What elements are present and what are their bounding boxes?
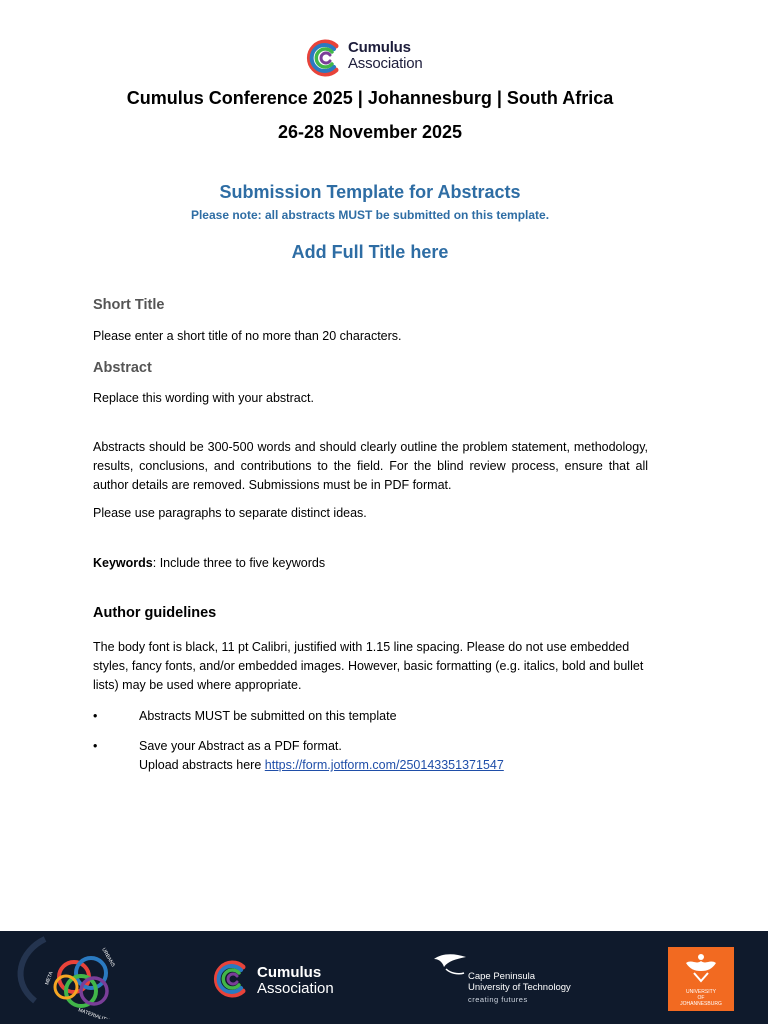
meta-urbans-logo: [44, 941, 124, 1019]
uj-line2: OF: [697, 995, 705, 1001]
keywords-label: Keywords: [93, 556, 153, 570]
abstract-paragraph-note: Please use paragraphs to separate distinct ideas.: [93, 506, 367, 520]
cput-tagline: creating futures: [468, 995, 528, 1004]
footer-cumulus-line2: Association: [257, 980, 334, 997]
upload-prefix: Upload abstracts here: [139, 758, 265, 772]
meta-urbans-rings-icon: [44, 941, 124, 1019]
urbans-word: URBANS: [100, 947, 116, 969]
template-heading: Submission Template for Abstracts: [219, 182, 521, 202]
guidelines-body: The body font is black, 11 pt Calibri, justified with 1.15 line spacing. Please do not use embedded styles, fancy fonts, and/or embedded images. However, basic formatting (e.g. italics, bold and bullet lists) may be used where appropriate.: [93, 640, 644, 692]
uj-line1: UNIVERSITY: [685, 989, 716, 995]
cput-name: [468, 971, 571, 993]
uj-line3: JOHANNESBURG: [680, 1001, 722, 1007]
cumulus-c-icon: [211, 959, 251, 999]
keywords-text: Include three to five keywords: [159, 556, 326, 570]
footer-cumulus-logo: [211, 959, 351, 1001]
cumulus-logo-text: [348, 40, 423, 72]
uj-name: [668, 989, 734, 1007]
abstract-heading: Abstract: [93, 360, 152, 376]
uj-logo: [668, 947, 734, 1011]
keywords-separator: :: [152, 556, 160, 570]
conference-dates: 26-28 November 2025: [277, 122, 463, 142]
short-title-heading: Short Title: [93, 297, 165, 313]
logo-line2: Association: [348, 55, 423, 72]
materiality-word: MATERIALITY: [77, 1007, 110, 1019]
abstract-placeholder[interactable]: Replace this wording with your abstract.: [93, 391, 314, 405]
abstract-requirements: Abstracts should be 300-500 words and should clearly outline the problem statement, methodology, results, conclusions, and contributions to the field. For the blind review process, ensure that all author details are removed. Submissions must be in PDF format.: [93, 440, 648, 492]
cput-logo: [432, 951, 582, 1007]
footer-cumulus-text: [257, 965, 334, 997]
upload-link[interactable]: https://form.jotform.com/250143351371547: [264, 758, 504, 772]
cput-line2: University of Technology: [468, 982, 571, 993]
bullet-dot: •: [93, 739, 98, 753]
short-title-instruction[interactable]: Please enter a short title of no more than 20 characters.: [93, 329, 402, 343]
bullet-dot: •: [93, 709, 98, 723]
cumulus-logo: [304, 36, 438, 78]
bullet-text: Save your Abstract as a PDF format.: [139, 739, 342, 753]
template-note: Please note: all abstracts MUST be submitted on this template.: [190, 208, 550, 222]
footer-banner: [0, 931, 768, 1024]
cput-line1: Cape Peninsula: [468, 971, 536, 982]
full-title-placeholder[interactable]: Add Full Title here: [291, 242, 449, 262]
uj-crest-icon: [668, 949, 734, 989]
cput-bird-icon: [432, 951, 468, 981]
logo-line1: Cumulus: [348, 39, 411, 56]
meta-word: META: [44, 970, 55, 986]
bullet-text: Abstracts MUST be submitted on this template: [139, 709, 397, 723]
conference-title: Cumulus Conference 2025 | Johannesburg | South Africa: [126, 88, 614, 108]
cumulus-c-icon: [304, 38, 344, 78]
keywords-line[interactable]: [93, 554, 648, 573]
bullet-text-block: [139, 737, 639, 775]
footer-cumulus-line1: Cumulus: [257, 964, 322, 981]
guidelines-heading: Author guidelines: [93, 605, 217, 621]
